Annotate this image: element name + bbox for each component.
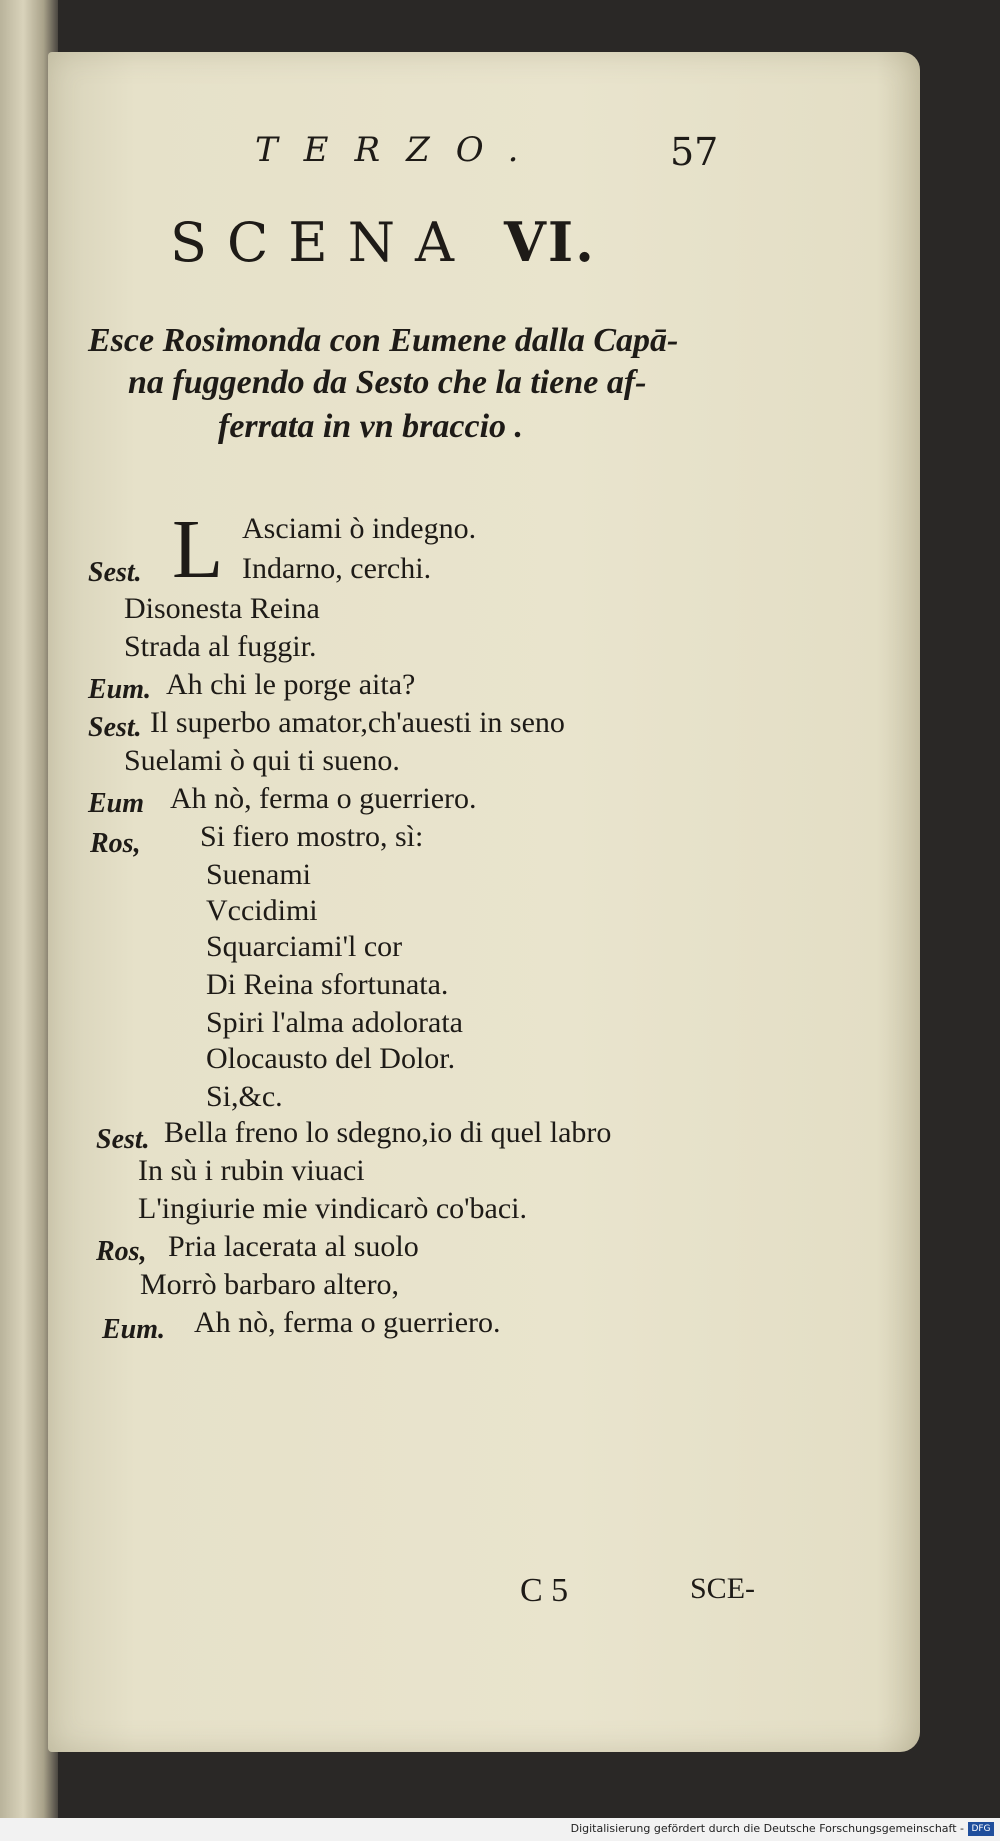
verse-line: Disonesta Reina — [124, 592, 320, 625]
speaker-label: Sest. — [96, 1124, 150, 1155]
speaker-label: Sest. — [88, 557, 142, 588]
verse-line: Olocausto del Dolor. — [206, 1042, 456, 1075]
verse-line: In sù i rubin viuaci — [138, 1154, 365, 1187]
scene-title-word: SCENA — [170, 211, 474, 274]
stage-direction-line: na fuggendo da Sesto che la tiene af- — [128, 364, 647, 401]
verse-line: Pria lacerata al suolo — [168, 1230, 419, 1263]
speaker-label: Ros, — [96, 1236, 147, 1267]
verse-line: Spiri l'alma adolorata — [206, 1006, 463, 1039]
verse-line: Indarno, cerchi. — [242, 552, 432, 585]
speaker-label: Eum. — [102, 1314, 166, 1345]
verse-line: Strada al fuggir. — [124, 630, 317, 663]
signature-mark: C 5 — [520, 1572, 569, 1609]
book-page — [48, 52, 920, 1752]
verse-line: Suelami ò qui ti sueno. — [124, 744, 400, 777]
verse-line: Si fiero mostro, sì: — [200, 820, 424, 853]
verse-line: Il superbo amator,ch'auesti in seno — [150, 706, 565, 739]
speaker-label: Ros, — [90, 828, 141, 859]
verse-line: Si,&c. — [206, 1080, 283, 1113]
digitization-credit: Digitalisierung gefördert durch die Deutsche Forschungsgemeinschaft - — [570, 1822, 964, 1835]
verse-line: Suenami — [206, 858, 311, 891]
page-number: 57 — [670, 130, 719, 174]
dfg-logo-icon: DFG — [968, 1822, 994, 1836]
scene-numeral: VI. — [503, 210, 596, 274]
stage-direction-line: ferrata in vn braccio . — [218, 408, 524, 445]
running-head: TERZO. — [255, 130, 545, 170]
verse-line: L'ingiurie mie vindicarò co'baci. — [138, 1192, 528, 1225]
scene-title — [170, 210, 596, 274]
stage-direction-line: Esce Rosimonda con Eumene dalla Capā- — [88, 322, 679, 359]
catchword: SCE- — [690, 1572, 756, 1605]
speaker-label: Sest. — [88, 712, 142, 743]
drop-cap: L — [172, 503, 224, 596]
verse-line: Ah nò, ferma o guerriero. — [194, 1306, 501, 1339]
verse-line: Di Reina sfortunata. — [206, 968, 449, 1001]
verse-line: Bella freno lo sdegno,io di quel labro — [164, 1116, 612, 1149]
verse-line: Ah nò, ferma o guerriero. — [170, 782, 477, 815]
verse-line: Ah chi le porge aita? — [166, 668, 416, 701]
verse-line: Asciami ò indegno. — [242, 512, 477, 545]
speaker-label: Eum — [88, 788, 145, 819]
verse-line: Morrò barbaro altero, — [140, 1268, 400, 1301]
speaker-label: Eum. — [88, 674, 152, 705]
verse-line: Vccidimi — [206, 894, 318, 927]
verse-line: Squarciami'l cor — [206, 930, 403, 963]
